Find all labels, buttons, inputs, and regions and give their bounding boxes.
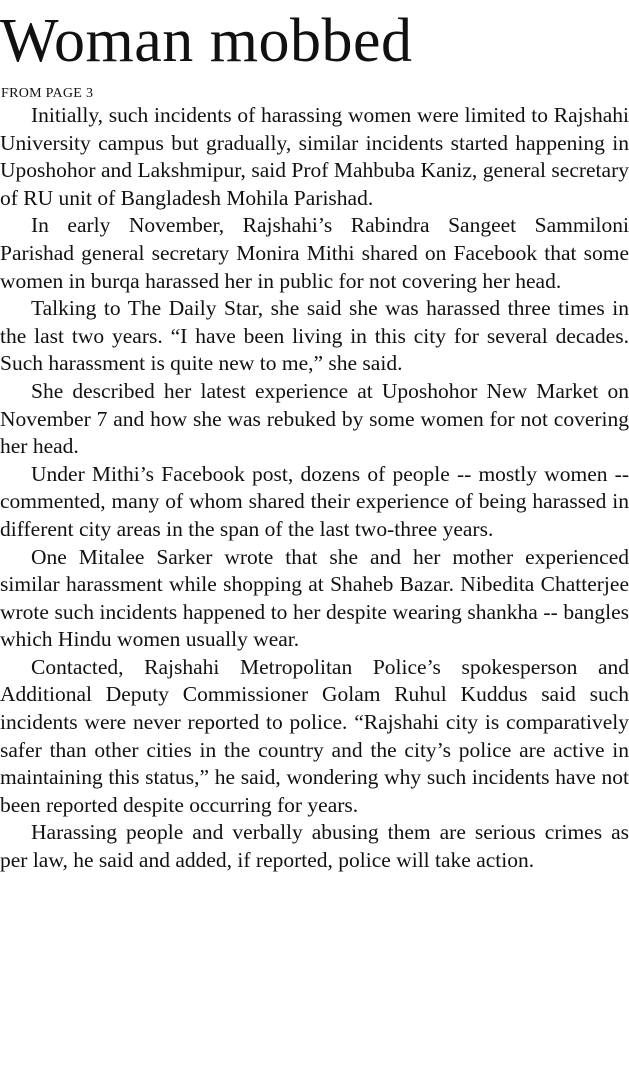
article-body	[0, 102, 629, 875]
article-paragraph: Initially, such incidents of harassing women were limited to Rajshahi University campus but gradually, similar incidents started happening in Uposhohor and Lakshmipur, said Prof Mahbuba Kaniz, general secretary of RU unit of Bangladesh Mohila Parishad.	[0, 103, 629, 210]
jump-line: FROM PAGE 3	[1, 86, 94, 101]
article-paragraph: Under Mithi’s Facebook post, dozens of people -- mostly women -- commented, many of whom shared their experience of being harassed in different city areas in the span of the last two-three years.	[0, 461, 629, 541]
article-paragraph: In early November, Rajshahi’s Rabindra Sangeet Sammiloni Parishad general secretary Monira Mithi shared on Facebook that some women in burqa harassed her in public for not covering her head.	[0, 213, 629, 293]
article-paragraph: Harassing people and verbally abusing them are serious crimes as per law, he said and added, if reported, police will take action.	[0, 820, 629, 873]
article-headline: Woman mobbed	[0, 7, 413, 75]
article-paragraph: She described her latest experience at Uposhohor New Market on November 7 and how she was rebuked by some women for not covering her head.	[0, 378, 629, 459]
article-paragraph: Talking to The Daily Star, she said she was harassed three times in the last two years. “I have been living in this city for several decades. Such harassment is quite new to me,” she said.	[0, 296, 629, 376]
article-paragraph: Contacted, Rajshahi Metropolitan Police’s spokesperson and Additional Deputy Commissioner Golam Ruhul Kuddus said such incidents were never reported to police. “Rajshahi city is comparatively safer than other cities in the country and the city’s police are active in maintaining this status,” he said, wondering why such incidents have not been reported despite occurring for years.	[0, 654, 629, 817]
article-paragraph: One Mitalee Sarker wrote that she and her mother experienced similar harassment while shopping at Shaheb Bazar. Nibedita Chatterjee wrote such incidents happened to her despite wearing shankha -- bangles which Hindu women usually wear.	[0, 544, 629, 652]
